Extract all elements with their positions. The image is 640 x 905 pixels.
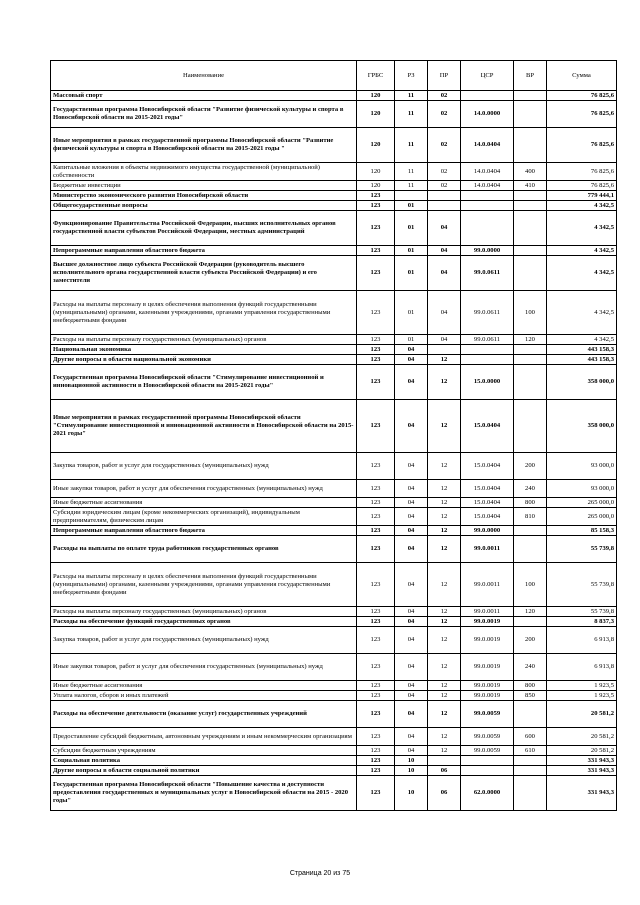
cell-pr: 02	[428, 101, 461, 128]
cell-csr: 15.0.0404	[461, 498, 514, 508]
cell-pr: 12	[428, 400, 461, 453]
cell-pr: 02	[428, 128, 461, 163]
cell-rz: 01	[395, 335, 428, 345]
cell-vr: 100	[514, 563, 547, 607]
cell-vr: 120	[514, 607, 547, 617]
table-row	[51, 508, 617, 526]
cell-vr: 200	[514, 627, 547, 654]
cell-csr: 99.0.0059	[461, 746, 514, 756]
cell-rz: 11	[395, 91, 428, 101]
cell-pr: 12	[428, 365, 461, 400]
cell-rz: 04	[395, 607, 428, 617]
cell-pr	[428, 756, 461, 766]
table-row	[51, 181, 617, 191]
cell-pr: 12	[428, 536, 461, 563]
cell-pr: 06	[428, 776, 461, 811]
cell-csr: 99.0.0019	[461, 654, 514, 681]
cell-vr: 200	[514, 453, 547, 480]
cell-pr: 04	[428, 291, 461, 335]
cell-name: Расходы на выплаты персоналу в целях обеспечения выполнения функций государственными (муниципальными) органами, казенными учреждениями, органами управления государственными внебюджетными фондами	[51, 563, 357, 607]
cell-csr	[461, 191, 514, 201]
table-row	[51, 746, 617, 756]
cell-rz: 04	[395, 355, 428, 365]
cell-name: Уплата налогов, сборов и иных платежей	[51, 691, 357, 701]
cell-vr	[514, 701, 547, 728]
cell-sum: 76 825,6	[547, 101, 617, 128]
cell-grbs: 123	[357, 766, 395, 776]
cell-name: Расходы на выплаты персоналу государственных (муниципальных) органов	[51, 335, 357, 345]
table-row	[51, 654, 617, 681]
cell-rz: 04	[395, 536, 428, 563]
cell-rz: 01	[395, 291, 428, 335]
cell-rz: 04	[395, 728, 428, 746]
cell-name: Бюджетные инвестиции	[51, 181, 357, 191]
cell-csr	[461, 355, 514, 365]
table-row	[51, 776, 617, 811]
cell-csr	[461, 345, 514, 355]
cell-pr: 12	[428, 617, 461, 627]
table-row	[51, 246, 617, 256]
cell-rz: 04	[395, 480, 428, 498]
cell-rz: 01	[395, 211, 428, 246]
cell-pr: 12	[428, 508, 461, 526]
cell-pr: 04	[428, 335, 461, 345]
cell-vr	[514, 400, 547, 453]
table-row	[51, 453, 617, 480]
table-row	[51, 728, 617, 746]
cell-rz: 04	[395, 627, 428, 654]
table-row	[51, 211, 617, 246]
cell-grbs: 120	[357, 181, 395, 191]
cell-grbs: 123	[357, 563, 395, 607]
cell-grbs: 123	[357, 617, 395, 627]
cell-sum: 20 581,2	[547, 728, 617, 746]
table-row	[51, 91, 617, 101]
cell-csr: 99.0.0059	[461, 701, 514, 728]
cell-grbs: 120	[357, 101, 395, 128]
table-row	[51, 627, 617, 654]
cell-sum: 1 923,5	[547, 681, 617, 691]
cell-grbs: 123	[357, 498, 395, 508]
cell-csr	[461, 91, 514, 101]
cell-csr	[461, 756, 514, 766]
cell-name: Государственная программа Новосибирской области "Развитие физической культуры и спорта в Новосибирской области на 2015-2021 годы"	[51, 101, 357, 128]
cell-csr: 99.0.0011	[461, 536, 514, 563]
cell-csr: 15.0.0404	[461, 400, 514, 453]
cell-pr	[428, 191, 461, 201]
cell-grbs: 123	[357, 246, 395, 256]
cell-grbs: 123	[357, 701, 395, 728]
cell-pr: 12	[428, 627, 461, 654]
cell-grbs: 123	[357, 355, 395, 365]
cell-name: Закупка товаров, работ и услуг для государственных (муниципальных) нужд	[51, 627, 357, 654]
cell-name: Государственная программа Новосибирской области "Повышение качества и доступности предоставления государственных и муниципальных услуг в Новосибирской области на 2015 - 2020 годы"	[51, 776, 357, 811]
cell-sum: 4 342,5	[547, 246, 617, 256]
cell-name: Предоставление субсидий бюджетным, автономным учреждениям и иным некоммерческим организациям	[51, 728, 357, 746]
cell-rz: 10	[395, 766, 428, 776]
table-row	[51, 766, 617, 776]
cell-grbs: 123	[357, 536, 395, 563]
cell-rz: 04	[395, 746, 428, 756]
cell-vr	[514, 536, 547, 563]
cell-csr: 15.0.0404	[461, 508, 514, 526]
cell-pr: 12	[428, 453, 461, 480]
cell-vr	[514, 256, 547, 291]
cell-sum: 20 581,2	[547, 746, 617, 756]
cell-csr: 99.0.0019	[461, 681, 514, 691]
cell-name: Государственная программа Новосибирской области "Стимулирование инвестиционной и инновационной активности в Новосибирской области на 2015-2021 годы"	[51, 365, 357, 400]
cell-grbs: 123	[357, 365, 395, 400]
cell-grbs: 120	[357, 91, 395, 101]
cell-name: Социальная политика	[51, 756, 357, 766]
cell-name: Непрограммные направления областного бюджета	[51, 526, 357, 536]
cell-name: Общегосударственные вопросы	[51, 201, 357, 211]
cell-name: Расходы на выплаты персоналу государственных (муниципальных) органов	[51, 607, 357, 617]
cell-name: Министерство экономического развития Новосибирской области	[51, 191, 357, 201]
table-row	[51, 365, 617, 400]
cell-csr: 99.0.0000	[461, 246, 514, 256]
table-row	[51, 101, 617, 128]
cell-vr	[514, 365, 547, 400]
cell-csr	[461, 201, 514, 211]
cell-pr: 12	[428, 480, 461, 498]
cell-rz: 04	[395, 508, 428, 526]
cell-csr: 14.0.0404	[461, 128, 514, 163]
cell-name: Расходы на выплаты персоналу в целях обеспечения выполнения функций государственными (муниципальными) органами, казенными учреждениями, органами управления государственными внебюджетными фондами	[51, 291, 357, 335]
cell-rz: 04	[395, 563, 428, 607]
cell-vr	[514, 91, 547, 101]
cell-csr: 99.0.0611	[461, 291, 514, 335]
cell-name: Иные мероприятия в рамках государственной программы Новосибирской области "Стимулирование инвестиционной и инновационной активности в Новосибирской области на 2015-2021 годы"	[51, 400, 357, 453]
cell-grbs: 123	[357, 756, 395, 766]
table-row	[51, 201, 617, 211]
table-row	[51, 400, 617, 453]
cell-rz: 04	[395, 691, 428, 701]
cell-sum: 4 342,5	[547, 201, 617, 211]
cell-vr: 240	[514, 654, 547, 681]
cell-name: Расходы на выплаты по оплате труда работников государственных органов	[51, 536, 357, 563]
cell-vr	[514, 101, 547, 128]
cell-csr: 99.0.0019	[461, 617, 514, 627]
cell-pr: 12	[428, 681, 461, 691]
header-rz: РЗ	[395, 61, 428, 91]
table-row	[51, 691, 617, 701]
table-row	[51, 536, 617, 563]
cell-sum: 85 158,3	[547, 526, 617, 536]
cell-rz: 10	[395, 756, 428, 766]
cell-pr: 12	[428, 526, 461, 536]
cell-csr: 15.0.0404	[461, 480, 514, 498]
header-pr: ПР	[428, 61, 461, 91]
table-row	[51, 335, 617, 345]
cell-name: Другие вопросы в области национальной экономики	[51, 355, 357, 365]
cell-vr	[514, 211, 547, 246]
table-body	[51, 91, 617, 811]
cell-sum: 93 000,0	[547, 453, 617, 480]
cell-name: Непрограммные направления областного бюджета	[51, 246, 357, 256]
cell-vr: 800	[514, 498, 547, 508]
cell-csr: 99.0.0019	[461, 691, 514, 701]
cell-grbs: 123	[357, 345, 395, 355]
cell-sum: 4 342,5	[547, 211, 617, 246]
table-row	[51, 526, 617, 536]
cell-sum: 76 825,6	[547, 181, 617, 191]
cell-vr: 400	[514, 163, 547, 181]
cell-name: Иные закупки товаров, работ и услуг для обеспечения государственных (муниципальных) нужд	[51, 480, 357, 498]
cell-csr: 99.0.0611	[461, 335, 514, 345]
cell-pr	[428, 345, 461, 355]
cell-sum: 265 000,0	[547, 508, 617, 526]
cell-sum: 331 943,3	[547, 776, 617, 811]
cell-rz: 04	[395, 498, 428, 508]
cell-name: Иные бюджетные ассигнования	[51, 498, 357, 508]
cell-grbs: 123	[357, 681, 395, 691]
cell-vr: 120	[514, 335, 547, 345]
cell-sum: 1 923,5	[547, 691, 617, 701]
cell-vr	[514, 128, 547, 163]
header-csr: ЦСР	[461, 61, 514, 91]
cell-grbs: 123	[357, 400, 395, 453]
cell-grbs: 123	[357, 776, 395, 811]
cell-csr: 99.0.0000	[461, 526, 514, 536]
header-sum: Сумма	[547, 61, 617, 91]
cell-vr	[514, 191, 547, 201]
cell-vr	[514, 526, 547, 536]
cell-csr: 99.0.0019	[461, 627, 514, 654]
cell-pr: 12	[428, 654, 461, 681]
cell-sum: 4 342,5	[547, 291, 617, 335]
cell-grbs: 123	[357, 453, 395, 480]
cell-rz: 10	[395, 776, 428, 811]
cell-pr: 12	[428, 701, 461, 728]
cell-pr: 04	[428, 211, 461, 246]
budget-table	[50, 60, 617, 811]
cell-pr: 02	[428, 91, 461, 101]
cell-pr: 04	[428, 256, 461, 291]
cell-grbs: 123	[357, 480, 395, 498]
cell-name: Иные закупки товаров, работ и услуг для обеспечения государственных (муниципальных) нужд	[51, 654, 357, 681]
cell-vr	[514, 776, 547, 811]
cell-rz: 01	[395, 256, 428, 291]
table-row	[51, 128, 617, 163]
table-row	[51, 480, 617, 498]
cell-grbs: 120	[357, 128, 395, 163]
cell-name: Иные бюджетные ассигнования	[51, 681, 357, 691]
cell-vr	[514, 766, 547, 776]
header-vr: ВР	[514, 61, 547, 91]
cell-rz: 04	[395, 365, 428, 400]
table-row	[51, 498, 617, 508]
table-row	[51, 701, 617, 728]
table-row	[51, 163, 617, 181]
cell-rz: 11	[395, 163, 428, 181]
cell-sum: 358 000,0	[547, 400, 617, 453]
cell-csr: 14.0.0404	[461, 163, 514, 181]
cell-grbs: 123	[357, 256, 395, 291]
cell-grbs: 123	[357, 728, 395, 746]
cell-csr: 14.0.0000	[461, 101, 514, 128]
cell-pr: 06	[428, 766, 461, 776]
cell-rz: 04	[395, 526, 428, 536]
cell-rz: 04	[395, 453, 428, 480]
cell-sum: 443 158,3	[547, 345, 617, 355]
cell-name: Расходы на обеспечение функций государственных органов	[51, 617, 357, 627]
cell-vr	[514, 617, 547, 627]
table-row	[51, 607, 617, 617]
table-row	[51, 563, 617, 607]
cell-sum: 331 943,3	[547, 756, 617, 766]
cell-pr: 12	[428, 728, 461, 746]
page-number: Страница 20 из 75	[289, 870, 351, 877]
cell-rz: 11	[395, 181, 428, 191]
cell-name: Функционирование Правительства Российской Федерации, высших исполнительных органов государственной власти субъектов Российской Федерации, местных администраций	[51, 211, 357, 246]
cell-name: Высшее должностное лицо субъекта Российской Федерации (руководитель высшего исполнительного органа государственной власти субъекта Российской Федерации) и его заместители	[51, 256, 357, 291]
cell-vr: 100	[514, 291, 547, 335]
cell-grbs: 123	[357, 526, 395, 536]
cell-rz: 04	[395, 400, 428, 453]
cell-grbs: 123	[357, 627, 395, 654]
cell-vr: 600	[514, 728, 547, 746]
cell-sum: 55 739,8	[547, 607, 617, 617]
cell-csr: 99.0.0611	[461, 256, 514, 291]
cell-vr	[514, 201, 547, 211]
cell-grbs: 123	[357, 211, 395, 246]
cell-name: Субсидии бюджетным учреждениям	[51, 746, 357, 756]
table-row	[51, 256, 617, 291]
cell-grbs: 123	[357, 691, 395, 701]
cell-sum: 55 739,8	[547, 563, 617, 607]
cell-rz: 04	[395, 701, 428, 728]
cell-csr: 14.0.0404	[461, 181, 514, 191]
cell-csr: 99.0.0011	[461, 563, 514, 607]
cell-rz: 04	[395, 345, 428, 355]
header-name: Наименование	[51, 61, 357, 91]
cell-pr: 12	[428, 355, 461, 365]
header-grbs: ГРБС	[357, 61, 395, 91]
cell-vr	[514, 345, 547, 355]
cell-sum: 4 342,5	[547, 335, 617, 345]
cell-rz: 04	[395, 654, 428, 681]
cell-grbs: 123	[357, 607, 395, 617]
cell-sum: 20 581,2	[547, 701, 617, 728]
cell-vr: 800	[514, 681, 547, 691]
cell-vr: 850	[514, 691, 547, 701]
cell-rz: 01	[395, 201, 428, 211]
cell-pr: 04	[428, 246, 461, 256]
cell-pr: 12	[428, 691, 461, 701]
cell-vr: 610	[514, 746, 547, 756]
cell-grbs: 123	[357, 508, 395, 526]
cell-sum: 779 444,1	[547, 191, 617, 201]
cell-pr: 12	[428, 746, 461, 756]
cell-sum: 55 739,8	[547, 536, 617, 563]
cell-name: Другие вопросы в области социальной политики	[51, 766, 357, 776]
cell-sum: 331 943,3	[547, 766, 617, 776]
cell-grbs: 123	[357, 191, 395, 201]
cell-pr: 02	[428, 181, 461, 191]
cell-sum: 8 837,3	[547, 617, 617, 627]
cell-pr	[428, 201, 461, 211]
cell-vr: 810	[514, 508, 547, 526]
cell-rz: 11	[395, 128, 428, 163]
cell-grbs: 123	[357, 654, 395, 681]
cell-sum: 443 158,3	[547, 355, 617, 365]
cell-csr: 15.0.0000	[461, 365, 514, 400]
table-row	[51, 191, 617, 201]
cell-vr	[514, 246, 547, 256]
cell-name: Капитальные вложения в объекты недвижимого имущества государственной (муниципальной) собственности	[51, 163, 357, 181]
cell-name: Закупка товаров, работ и услуг для государственных (муниципальных) нужд	[51, 453, 357, 480]
cell-csr: 99.0.0059	[461, 728, 514, 746]
table-row	[51, 617, 617, 627]
cell-vr: 410	[514, 181, 547, 191]
cell-sum: 4 342,5	[547, 256, 617, 291]
cell-rz: 04	[395, 617, 428, 627]
cell-grbs: 120	[357, 163, 395, 181]
cell-sum: 76 825,6	[547, 91, 617, 101]
cell-rz	[395, 191, 428, 201]
cell-csr: 99.0.0011	[461, 607, 514, 617]
cell-grbs: 123	[357, 335, 395, 345]
cell-rz: 11	[395, 101, 428, 128]
cell-sum: 93 000,0	[547, 480, 617, 498]
budget-table-sheet	[50, 60, 616, 811]
cell-sum: 265 000,0	[547, 498, 617, 508]
cell-csr: 15.0.0404	[461, 453, 514, 480]
cell-pr: 12	[428, 563, 461, 607]
cell-sum: 76 825,6	[547, 128, 617, 163]
cell-csr: 62.0.0000	[461, 776, 514, 811]
cell-pr: 12	[428, 607, 461, 617]
cell-grbs: 123	[357, 746, 395, 756]
cell-name: Иные мероприятия в рамках государственной программы Новосибирской области "Развитие физической культуры и спорта в Новосибирской области на 2015-2021 годы "	[51, 128, 357, 163]
cell-pr: 02	[428, 163, 461, 181]
cell-grbs: 123	[357, 291, 395, 335]
cell-pr: 12	[428, 498, 461, 508]
cell-rz: 01	[395, 246, 428, 256]
cell-csr	[461, 766, 514, 776]
cell-vr	[514, 355, 547, 365]
cell-name: Субсидии юридическим лицам (кроме некоммерческих организаций), индивидуальным предпринимателям, физическим лицам	[51, 508, 357, 526]
table-header-row	[51, 61, 617, 91]
cell-name: Национальная экономика	[51, 345, 357, 355]
cell-sum: 76 825,6	[547, 163, 617, 181]
table-row	[51, 681, 617, 691]
cell-vr	[514, 756, 547, 766]
cell-sum: 6 913,8	[547, 627, 617, 654]
table-row	[51, 291, 617, 335]
table-row	[51, 756, 617, 766]
cell-csr	[461, 211, 514, 246]
cell-sum: 6 913,8	[547, 654, 617, 681]
table-row	[51, 345, 617, 355]
cell-sum: 358 000,0	[547, 365, 617, 400]
cell-vr: 240	[514, 480, 547, 498]
cell-grbs: 123	[357, 201, 395, 211]
cell-rz: 04	[395, 681, 428, 691]
cell-name: Массовый спорт	[51, 91, 357, 101]
table-row	[51, 355, 617, 365]
cell-name: Расходы на обеспечение деятельности (оказание услуг) государственных учреждений	[51, 701, 357, 728]
